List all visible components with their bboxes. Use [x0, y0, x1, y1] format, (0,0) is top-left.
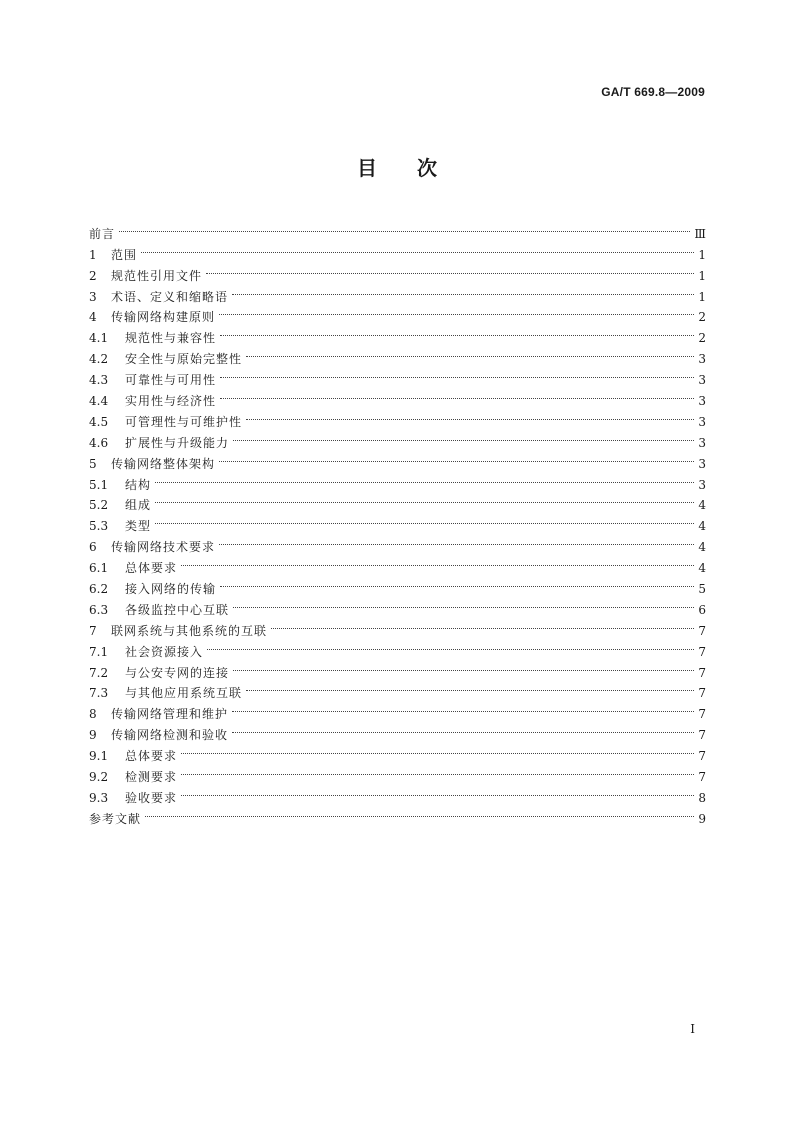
- toc-dot-leader: [207, 635, 694, 656]
- toc-entry-number: 4.6: [89, 435, 109, 450]
- toc-entry-label: 传输网络管理和维护: [111, 707, 229, 722]
- toc-entry-number: 7.2: [89, 665, 109, 680]
- toc-entry-number: 4.4: [89, 394, 109, 409]
- toc-dot-leader: [220, 363, 694, 384]
- toc-entry-page: 7: [698, 644, 706, 659]
- toc-entry-label: 扩展性与升级能力: [125, 435, 230, 450]
- toc-entry-label: 检测要求: [125, 770, 178, 785]
- toc-entry-label: 验收要求: [125, 790, 178, 805]
- toc-entry-page: 3: [698, 394, 706, 409]
- toc-entry-label: 规范性引用文件: [111, 268, 203, 283]
- toc-entry[interactable]: [89, 760, 706, 785]
- toc-entry-label: 类型: [125, 519, 152, 534]
- table-of-contents: [89, 217, 706, 826]
- toc-entry-label: 传输网络构建原则: [111, 310, 216, 325]
- toc-dot-leader: [181, 551, 694, 572]
- toc-entry-page: 4: [698, 540, 706, 555]
- toc-entry-label: 实用性与经济性: [125, 394, 217, 409]
- toc-entry-page: 3: [698, 456, 706, 471]
- toc-entry-number: 6: [89, 540, 97, 555]
- toc-entry-label: 参考文献: [89, 811, 142, 826]
- toc-dot-leader: [233, 656, 694, 677]
- toc-entry-number: 9.1: [89, 749, 109, 764]
- toc-dot-leader: [246, 677, 694, 698]
- toc-entry[interactable]: [89, 217, 706, 241]
- toc-dot-leader: [119, 217, 690, 238]
- toc-entry-number: 4.2: [89, 352, 109, 367]
- toc-dot-leader: [206, 259, 694, 280]
- toc-entry-label: 可管理性与可维护性: [125, 414, 243, 429]
- toc-dot-leader: [232, 280, 694, 301]
- toc-entry-page: 4: [698, 498, 706, 513]
- toc-entry-number: 4.1: [89, 331, 109, 346]
- toc-entry-page: 7: [698, 665, 706, 680]
- toc-entry-page: 7: [698, 707, 706, 722]
- toc-entry-label: 传输网络技术要求: [111, 540, 216, 555]
- toc-entry-label: 术语、定义和缩略语: [111, 289, 229, 304]
- toc-dot-leader: [141, 238, 694, 259]
- toc-entry[interactable]: [89, 572, 706, 597]
- toc-entry-number: 9.2: [89, 770, 109, 785]
- toc-entry-number: 9: [89, 728, 97, 743]
- toc-entry-label: 总体要求: [125, 561, 178, 576]
- toc-dot-leader: [271, 614, 694, 635]
- toc-entry-number: 5.2: [89, 498, 109, 513]
- toc-entry[interactable]: [89, 551, 706, 576]
- toc-dot-leader: [145, 802, 694, 823]
- toc-dot-leader: [155, 468, 694, 489]
- toc-dot-leader: [220, 572, 694, 593]
- toc-entry[interactable]: [89, 781, 706, 805]
- toc-entry-label: 联网系统与其他系统的互联: [111, 623, 268, 638]
- toc-entry-page: 2: [698, 331, 706, 346]
- toc-entry-number: 4.5: [89, 414, 109, 429]
- toc-entry[interactable]: [89, 739, 706, 764]
- toc-entry-number: 2: [89, 268, 97, 283]
- toc-entry-page: 7: [698, 686, 706, 701]
- toc-entry-page: 7: [698, 770, 706, 785]
- toc-entry-label: 组成: [125, 498, 152, 513]
- toc-entry-page: 3: [698, 435, 706, 450]
- toc-entry-page: 3: [698, 477, 706, 492]
- toc-dot-leader: [232, 697, 694, 718]
- toc-entry-label: 接入网络的传输: [125, 582, 217, 597]
- toc-dot-leader: [219, 447, 694, 468]
- toc-entry-number: 8: [89, 707, 97, 722]
- toc-dot-leader: [220, 384, 694, 405]
- toc-entry-page: 3: [698, 414, 706, 429]
- toc-entry-page: Ⅲ: [694, 226, 706, 241]
- toc-entry-number: 4: [89, 310, 97, 325]
- toc-entry-label: 传输网络检测和验收: [111, 728, 229, 743]
- toc-entry-page: 7: [698, 623, 706, 638]
- toc-dot-leader: [246, 405, 694, 426]
- toc-entry[interactable]: [89, 530, 706, 555]
- toc-entry-label: 可靠性与可用性: [125, 373, 217, 388]
- toc-dot-leader: [219, 530, 694, 551]
- toc-dot-leader: [181, 739, 694, 760]
- toc-entry-page: 6: [698, 602, 706, 617]
- document-code: GA/T 669.8—2009: [601, 85, 705, 99]
- toc-dot-leader: [233, 426, 694, 447]
- toc-entry-label: 结构: [125, 477, 152, 492]
- toc-entry-number: 6.1: [89, 561, 109, 576]
- toc-entry-page: 5: [698, 582, 706, 597]
- page-title: 目次: [357, 156, 477, 180]
- toc-entry[interactable]: [89, 238, 706, 262]
- toc-entry-number: 1: [89, 247, 97, 262]
- toc-dot-leader: [233, 593, 694, 614]
- toc-entry-number: 5: [89, 456, 97, 471]
- toc-entry-number: 5.1: [89, 477, 109, 492]
- toc-entry-page: 3: [698, 352, 706, 367]
- toc-entry[interactable]: [89, 259, 706, 283]
- toc-entry-number: 6.2: [89, 582, 109, 597]
- toc-entry-page: 4: [698, 561, 706, 576]
- toc-dot-leader: [155, 489, 694, 510]
- toc-dot-leader: [181, 781, 694, 802]
- toc-entry-label: 传输网络整体架构: [111, 456, 216, 471]
- toc-entry-page: 1: [698, 247, 706, 262]
- toc-entry-label: 社会资源接入: [125, 644, 204, 659]
- toc-entry[interactable]: [89, 468, 706, 492]
- toc-dot-leader: [155, 509, 694, 530]
- toc-dot-leader: [181, 760, 694, 781]
- toc-dot-leader: [246, 342, 694, 363]
- toc-entry-page: 8: [698, 790, 706, 805]
- toc-entry-number: 7.3: [89, 686, 109, 701]
- toc-entry-page: 7: [698, 749, 706, 764]
- toc-entry-page: 3: [698, 373, 706, 388]
- toc-entry[interactable]: [89, 509, 706, 534]
- toc-entry-number: 7.1: [89, 644, 109, 659]
- toc-entry-number: 3: [89, 289, 97, 304]
- toc-entry-page: 7: [698, 728, 706, 743]
- toc-entry-label: 总体要求: [125, 749, 178, 764]
- toc-entry-page: 9: [698, 811, 706, 826]
- toc-entry-number: 7: [89, 623, 97, 638]
- toc-entry-label: 范围: [111, 247, 138, 262]
- toc-entry-number: 9.3: [89, 790, 109, 805]
- toc-entry-number: 5.3: [89, 519, 109, 534]
- toc-entry-label: 前言: [89, 226, 116, 241]
- page-number: I: [690, 1022, 695, 1036]
- toc-entry-label: 安全性与原始完整性: [125, 352, 243, 367]
- toc-entry-number: 4.3: [89, 373, 109, 388]
- toc-entry-page: 4: [698, 519, 706, 534]
- toc-entry-number: 6.3: [89, 602, 109, 617]
- toc-entry-label: 规范性与兼容性: [125, 331, 217, 346]
- toc-dot-leader: [220, 321, 694, 342]
- toc-entry[interactable]: [89, 802, 706, 826]
- toc-entry-label: 与公安专网的连接: [125, 665, 230, 680]
- toc-dot-leader: [219, 301, 694, 322]
- toc-entry-label: 各级监控中心互联: [125, 602, 230, 617]
- toc-dot-leader: [232, 718, 694, 739]
- toc-entry[interactable]: [89, 489, 706, 513]
- toc-entry-page: 2: [698, 310, 706, 325]
- toc-entry-label: 与其他应用系统互联: [125, 686, 243, 701]
- toc-entry-page: 1: [698, 289, 706, 304]
- toc-entry-page: 1: [698, 268, 706, 283]
